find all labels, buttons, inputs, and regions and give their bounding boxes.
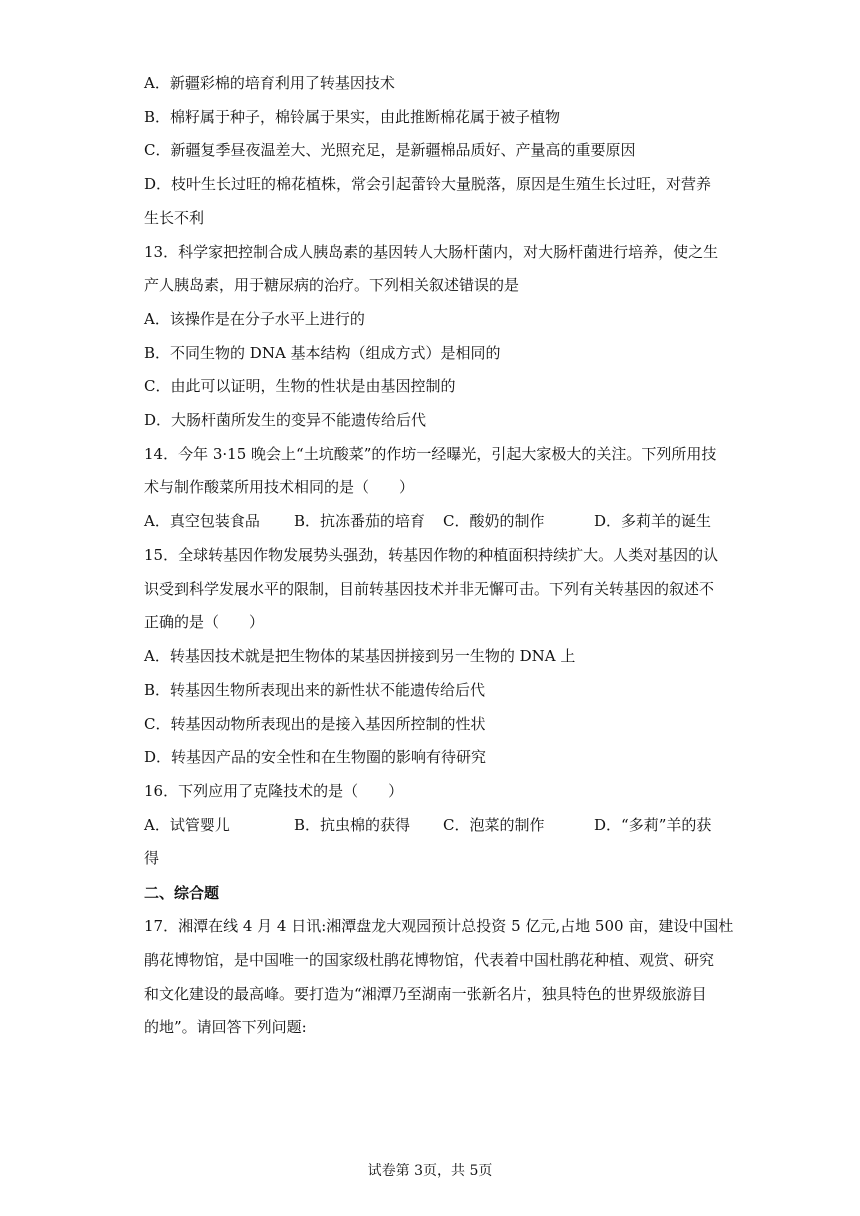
- q14-option-c: C．酸奶的制作: [443, 512, 545, 530]
- q13-option-b: B．不同生物的 DNA 基本结构（组成方式）是相同的: [144, 344, 501, 362]
- q13-stem: 13．科学家把控制合成人胰岛素的基因转人大肠杆菌内，对大肠杆菌进行培养，使之生: [144, 243, 719, 261]
- q13-option-a: A．该操作是在分子水平上进行的: [144, 310, 365, 328]
- q15-option-b: B．转基因生物所表现出来的新性状不能遗传给后代: [144, 681, 486, 699]
- q14-option-b: B．抗冻番茄的培育: [294, 512, 426, 530]
- q14-option-d: D．多莉羊的诞生: [594, 512, 712, 530]
- q14-stem-cont: 术与制作酸菜所用技术相同的是（ ）: [144, 478, 415, 496]
- q15-stem-cont2: 正确的是（ ）: [144, 613, 265, 631]
- q15-option-a: A．转基因技术就是把生物体的某基因拼接到另一生物的 DNA 上: [144, 647, 576, 665]
- q14-stem: 14．今年 3·15 晚会上“土坑酸菜”的作坊一经曝光，引起大家极大的关注。下列所用技: [144, 445, 717, 463]
- q15-option-c: C．转基因动物所表现出的是接入基因所控制的性状: [144, 715, 486, 733]
- q15-stem: 15．全球转基因作物发展势头强劲，转基因作物的种植面积持续扩大。人类对基因的认: [144, 546, 719, 564]
- q16-option-b: B．抗虫棉的获得: [294, 816, 411, 834]
- q14-option-a: A．真空包装食品: [144, 512, 260, 530]
- q16-option-a: A．试管婴儿: [144, 816, 230, 834]
- q16-option-d-cont: 得: [144, 849, 160, 867]
- section-heading: 二、综合题: [144, 884, 220, 902]
- q17-line-2: 鹃花博物馆，是中国唯一的国家级杜鹃花博物馆，代表着中国杜鹃花种植、观赏、研究: [144, 951, 715, 969]
- q12-option-d: D．枝叶生长过旺的棉花植株，常会引起蕾铃大量脱落，原因是生殖生长过旺，对营养: [144, 175, 712, 193]
- q12-option-c: C．新疆复季昼夜温差大、光照充足，是新疆棉品质好、产量高的重要原因: [144, 141, 636, 159]
- q13-stem-cont: 产人胰岛素，用于糖尿病的治疗。下列相关叙述错误的是: [144, 276, 520, 294]
- q17-line-3: 和文化建设的最高峰。要打造为“湘潭乃至湖南一张新名片，独具特色的世界级旅游目: [144, 985, 707, 1003]
- q16-option-c: C．泡菜的制作: [443, 816, 545, 834]
- q17-line-4: 的地”。请回答下列问题:: [144, 1018, 307, 1036]
- q15-stem-cont: 识受到科学发展水平的限制，目前转基因技术并非无懈可击。下列有关转基因的叙述不: [144, 580, 715, 598]
- page-footer: 试卷第 3页，共 5页: [367, 1163, 493, 1179]
- q13-option-c: C．由此可以证明，生物的性状是由基因控制的: [144, 377, 456, 395]
- q13-option-d: D．大肠杆菌所发生的变异不能遗传给后代: [144, 411, 427, 429]
- q12-option-d-cont: 生长不利: [144, 209, 205, 227]
- q17-line-1: 17．湘潭在线 4 月 4 日讯:湘潭盘龙大观园预计总投资 5 亿元,占地 500 亩，建设中国杜: [144, 917, 734, 935]
- q16-option-d: D．“多莉”羊的获: [594, 816, 712, 834]
- q12-option-a: A．新疆彩棉的培育利用了转基因技术: [144, 74, 395, 92]
- q12-option-b: B．棉籽属于种子，棉铃属于果实，由此推断棉花属于被子植物: [144, 108, 561, 126]
- q15-option-d: D．转基因产品的安全性和在生物圈的影响有待研究: [144, 748, 487, 766]
- q16-stem: 16．下列应用了克隆技术的是（ ）: [144, 782, 404, 800]
